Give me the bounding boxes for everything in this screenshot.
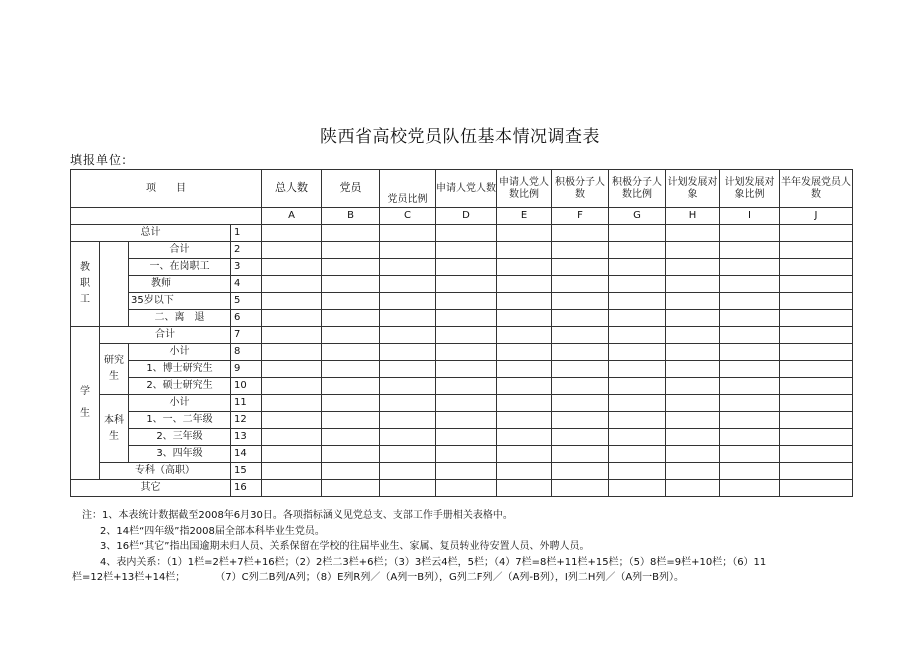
row-number: 4	[231, 276, 262, 293]
table-row	[71, 259, 853, 276]
table-row	[71, 429, 853, 446]
row-label-under35: 35岁以下	[129, 293, 231, 310]
group-students: 学 生	[71, 327, 100, 480]
row-number: 2	[231, 242, 262, 259]
row-label-master: 2、硕士研究生	[129, 378, 231, 395]
row-label-grad-sub: 小计	[129, 344, 231, 361]
letter-e: E	[497, 208, 552, 225]
row-label-ug-sub: 小计	[129, 395, 231, 412]
footnotes	[72, 508, 842, 586]
header-col-f: 积极分子人数	[552, 170, 609, 208]
table-row	[71, 310, 853, 327]
table-row	[71, 276, 853, 293]
table-row	[71, 225, 853, 242]
row-label-teacher: 教师	[129, 276, 231, 293]
row-label-staff-sub: 合计	[129, 242, 231, 259]
table-row	[71, 463, 853, 480]
letter-d: D	[436, 208, 497, 225]
row-number: 6	[231, 310, 262, 327]
header-col-i: 计划发展对象比例	[720, 170, 780, 208]
letter-j: J	[780, 208, 853, 225]
note-3: 3、16栏“其它”指出国逾期未归人员、关系保留在学校的往届毕业生、家属、复员转业待安置人员、外聘人员。	[100, 541, 590, 552]
note-4: 4、表内关系：（1）1栏=2栏+7栏+16栏；（2）2栏二3栏+6栏；（3）3栏云4栏，5栏；（4）7栏=8栏+11栏+15栏；（5）8栏=9栏+10栏；（6）11	[100, 556, 767, 568]
group-staff: 教职工	[71, 242, 100, 327]
table-row	[71, 327, 853, 344]
header-col-d: 申请人党人数	[436, 170, 497, 208]
row-number: 12	[231, 412, 262, 429]
row-number: 10	[231, 378, 262, 395]
note-1: 注：1、本表统计数据截至2008年6月30日。各项指标涵义见党总支、支部工作手册相关表格中。	[82, 510, 513, 521]
header-col-h: 计划发展对象	[666, 170, 720, 208]
table-row	[71, 378, 853, 395]
header-col-j: 半年发展党员人数	[780, 170, 853, 208]
row-label-total: 总计	[71, 225, 231, 242]
survey-table	[70, 169, 853, 497]
letter-c: C	[380, 208, 436, 225]
table-row	[71, 242, 853, 259]
row-number: 8	[231, 344, 262, 361]
row-number: 11	[231, 395, 262, 412]
row-label-ug-12: 1、一、二年级	[129, 412, 231, 429]
row-label-phd: 1、博士研究生	[129, 361, 231, 378]
row-number: 9	[231, 361, 262, 378]
table-row	[71, 293, 853, 310]
row-number: 5	[231, 293, 262, 310]
header-col-b: 党员	[322, 170, 380, 208]
note-4-cont: 栏=12栏+13栏+14栏； （7）C列二B列/A列；（8）E列R列／（A列一B列），G列二F列／（A列-B列），I列二H列／（A列一B列）。	[72, 572, 685, 583]
header-col-a: 总人数	[262, 170, 322, 208]
row-number: 1	[231, 225, 262, 242]
group-undergrad: 本科生	[100, 395, 129, 463]
row-number: 16	[231, 480, 262, 497]
letter-row	[71, 208, 853, 225]
row-number: 3	[231, 259, 262, 276]
table-row	[71, 446, 853, 463]
letter-g: G	[609, 208, 666, 225]
row-label-vocational: 专科（高职）	[100, 463, 231, 480]
row-number: 7	[231, 327, 262, 344]
group-grad: 研究生	[100, 344, 129, 395]
row-label-retired: 二、离 退	[129, 310, 231, 327]
table-row	[71, 480, 853, 497]
header-col-c: 党员比例	[380, 170, 436, 208]
note-2: 2、14栏“四年级”指2008届全部本科毕业生党员。	[100, 525, 325, 537]
row-label-student-sub: 合计	[100, 327, 231, 344]
row-number: 14	[231, 446, 262, 463]
row-label-incumbent: 一、在岗职工	[129, 259, 231, 276]
table-row	[71, 412, 853, 429]
row-number: 15	[231, 463, 262, 480]
letter-b: B	[322, 208, 380, 225]
header-item: 项 目	[71, 170, 262, 208]
reporting-unit-label: 填报单位:	[70, 153, 128, 167]
table-row	[71, 344, 853, 361]
row-label-ug-3: 2、三年级	[129, 429, 231, 446]
header-col-e: 申请人党人数比例	[497, 170, 552, 208]
letter-a: A	[262, 208, 322, 225]
row-number: 13	[231, 429, 262, 446]
letter-i: I	[720, 208, 780, 225]
page-title: 陕西省高校党员队伍基本情况调查表	[320, 127, 600, 147]
table-row	[71, 361, 853, 378]
row-label-ug-4: 3、四年级	[129, 446, 231, 463]
letter-h: H	[666, 208, 720, 225]
letter-f: F	[552, 208, 609, 225]
header-row	[71, 170, 853, 208]
header-col-g: 积极分子人数比例	[609, 170, 666, 208]
row-label-other: 其它	[71, 480, 231, 497]
table-row	[71, 395, 853, 412]
